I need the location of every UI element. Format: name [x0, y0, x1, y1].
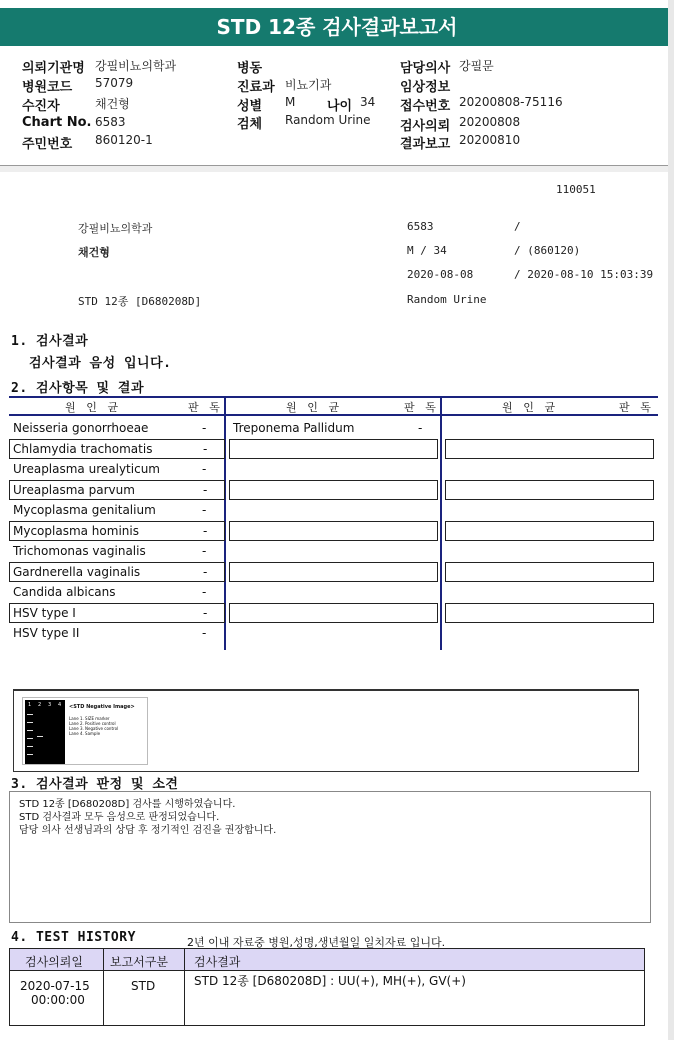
pathogen-result: - — [203, 606, 208, 620]
gel-band — [27, 730, 33, 731]
patient-label: 수진자 — [22, 99, 60, 114]
section4-heading: 4. TEST HISTORY — [11, 930, 136, 945]
section1-heading: 1. 검사결과 — [11, 334, 89, 349]
pathogen-result: - — [202, 544, 207, 558]
chart-no-label: Chart No. — [22, 115, 92, 130]
pathogen-result: - — [203, 524, 208, 538]
header-divider — [0, 166, 674, 172]
pathogen-result: - — [418, 421, 423, 435]
page-edge-bar — [668, 0, 674, 1040]
label-collected: 2020-08-08 — [407, 268, 474, 281]
label-hospital: 강필비뇨의학과 — [78, 222, 153, 235]
label-birth: / (860120) — [514, 244, 581, 257]
patient-info-header — [0, 54, 674, 166]
history-header-row — [10, 949, 644, 971]
col3-pathogen-header: 원 인 균 — [502, 401, 558, 414]
history-note: 2년 이내 자료중 병원,성명,생년월일 일치자료 입니다. — [187, 936, 446, 949]
opinion-line: STD 12종 [D680208D] 검사를 시행하였습니다. — [19, 799, 236, 810]
gel-band — [27, 722, 33, 723]
gel-band — [27, 714, 33, 715]
history-col-divider — [103, 949, 104, 1025]
label-sex-age: M / 34 — [407, 244, 447, 257]
empty-cell — [445, 480, 654, 500]
table-row — [9, 419, 225, 439]
pathogen-name: Mycoplasma genitalium — [13, 503, 156, 517]
gel-band — [27, 754, 33, 755]
table-row — [9, 603, 225, 623]
pathogen-name: Chlamydia trachomatis — [13, 442, 153, 456]
table-row — [9, 501, 225, 521]
hospital-code-label: 병원코드 — [22, 80, 73, 95]
pathogen-result: - — [203, 565, 208, 579]
history-date: 2020-07-15 — [20, 979, 90, 993]
lane-number: 4 — [58, 702, 62, 708]
hospital-value: 강필비뇨의학과 — [95, 59, 177, 73]
empty-cell — [229, 521, 438, 541]
history-result: STD 12종 [D680208D] : UU(+), MH(+), GV(+) — [194, 974, 466, 988]
gel-image — [22, 697, 148, 765]
reported-label: 결과보고 — [400, 137, 451, 152]
panel-top-rule — [13, 689, 639, 690]
gel-legend-line: Lane 2. Positive control — [69, 721, 116, 726]
empty-cell — [229, 603, 438, 623]
resident-no-label: 주민번호 — [22, 137, 73, 152]
specimen-label: 검체 — [237, 117, 263, 132]
section2-heading: 2. 검사항목 및 결과 — [11, 381, 145, 396]
chart-no-value: 6583 — [95, 115, 126, 129]
pathogen-name: Candida albicans — [13, 585, 116, 599]
dept-value: 비뇨기과 — [285, 78, 332, 92]
history-col-date: 검사의뢰일 — [25, 955, 83, 969]
opinion-box — [9, 791, 651, 923]
pathogen-result: - — [202, 421, 207, 435]
table-row — [9, 439, 225, 459]
pathogen-name: HSV type II — [13, 626, 80, 640]
table-row — [9, 460, 225, 480]
history-time: 00:00:00 — [31, 993, 85, 1007]
label-test: STD 12종 [D680208D] — [78, 295, 202, 308]
empty-cell — [229, 439, 438, 459]
receipt-no-label: 접수번호 — [400, 99, 451, 114]
col3-result-header: 판 독 — [619, 401, 653, 414]
pathogen-name: Mycoplasma hominis — [13, 524, 139, 538]
section1-result: 검사결과 음성 입니다. — [29, 356, 172, 371]
history-type: STD — [131, 979, 156, 993]
history-col-result: 검사결과 — [194, 955, 241, 969]
pathogen-name: Ureaplasma urealyticum — [13, 462, 160, 476]
report-title-bar — [0, 8, 674, 46]
gel-legend-line: Lane 1. SIZE marker — [69, 716, 110, 721]
table-row — [9, 583, 225, 603]
col2-pathogen-header: 원 인 균 — [286, 401, 342, 414]
pathogen-name: Neisseria gonorrhoeae — [13, 421, 149, 435]
label-reported: / 2020-08-10 15:03:39 — [514, 268, 654, 281]
gel-title: <STD Negative Image> — [69, 704, 135, 710]
column-divider-2 — [440, 396, 442, 650]
pathogen-name: Treponema Pallidum — [233, 421, 355, 435]
history-col-type: 보고서구분 — [110, 955, 168, 969]
pathogen-name: Gardnerella vaginalis — [13, 565, 141, 579]
specimen-value: Random Urine — [285, 113, 371, 127]
empty-cell — [229, 480, 438, 500]
age-value: 34 — [360, 95, 376, 109]
results-table — [9, 396, 658, 650]
table-top-rule — [9, 396, 658, 398]
lane-number: 2 — [38, 702, 42, 708]
ward-label: 병동 — [237, 61, 263, 76]
empty-cell — [445, 521, 654, 541]
pathogen-name: Trichomonas vaginalis — [13, 544, 146, 558]
opinion-line: 담당 의사 선생님과의 상담 후 정기적인 검진을 권장합니다. — [19, 825, 277, 836]
gel-photo — [25, 700, 65, 764]
table-row — [9, 562, 225, 582]
gel-legend-line: Lane 3. Negative control — [69, 726, 119, 731]
col1-pathogen-header: 원 인 균 — [65, 401, 121, 414]
gel-band — [27, 746, 33, 747]
pathogen-result: - — [202, 626, 207, 640]
empty-cell — [445, 439, 654, 459]
table-row — [9, 542, 225, 562]
sample-code: 110051 — [556, 183, 596, 196]
col1-result-header: 판 독 — [188, 401, 222, 414]
pathogen-result: - — [203, 442, 208, 456]
gel-legend-line: Lane 4. Sample — [69, 731, 101, 736]
pathogen-name: HSV type I — [13, 606, 76, 620]
label-chart-no: 6583 — [407, 220, 434, 233]
hospital-code-value: 57079 — [95, 76, 134, 90]
pathogen-result: - — [202, 503, 207, 517]
requested-value: 20200808 — [459, 115, 521, 129]
receipt-no-value: 20200808-75116 — [459, 95, 563, 109]
gel-band — [27, 738, 33, 739]
doctor-label: 담당의사 — [400, 61, 451, 76]
empty-cell — [445, 603, 654, 623]
pathogen-result: - — [202, 462, 207, 476]
lane-number: 3 — [48, 702, 52, 708]
hospital-label: 의뢰기관명 — [22, 61, 85, 76]
patient-value: 채건형 — [95, 97, 130, 111]
gel-image-panel — [13, 690, 639, 772]
report-title: STD 12종 검사결과보고서 — [216, 15, 458, 39]
history-table — [9, 948, 645, 1026]
doctor-value: 강필문 — [459, 59, 494, 73]
label-patient: 채건형 — [78, 246, 110, 259]
resident-no-value: 860120-1 — [95, 133, 153, 147]
clinical-info-label: 임상정보 — [400, 80, 451, 95]
sex-label: 성별 — [237, 99, 263, 114]
table-row — [9, 480, 225, 500]
age-label: 나이 — [327, 99, 353, 114]
label-specimen: Random Urine — [407, 293, 487, 306]
empty-cell — [445, 562, 654, 582]
table-row — [9, 624, 225, 644]
label-slash: / — [514, 220, 521, 233]
opinion-line: STD 검사결과 모두 음성으로 판정되었습니다. — [19, 812, 220, 823]
lane-number: 1 — [28, 702, 32, 708]
dept-label: 진료과 — [237, 80, 275, 95]
empty-cell — [229, 562, 438, 582]
section3-heading: 3. 검사결과 판정 및 소견 — [11, 777, 179, 792]
col2-result-header: 판 독 — [404, 401, 438, 414]
reported-value: 20200810 — [459, 133, 521, 147]
requested-label: 검사의뢰 — [400, 119, 451, 134]
pathogen-result: - — [202, 585, 207, 599]
table-row — [229, 419, 438, 439]
gel-band — [37, 736, 43, 737]
sex-value: M — [285, 95, 296, 109]
pathogen-name: Ureaplasma parvum — [13, 483, 135, 497]
history-col-divider — [184, 949, 185, 1025]
pathogen-result: - — [203, 483, 208, 497]
table-row — [9, 521, 225, 541]
